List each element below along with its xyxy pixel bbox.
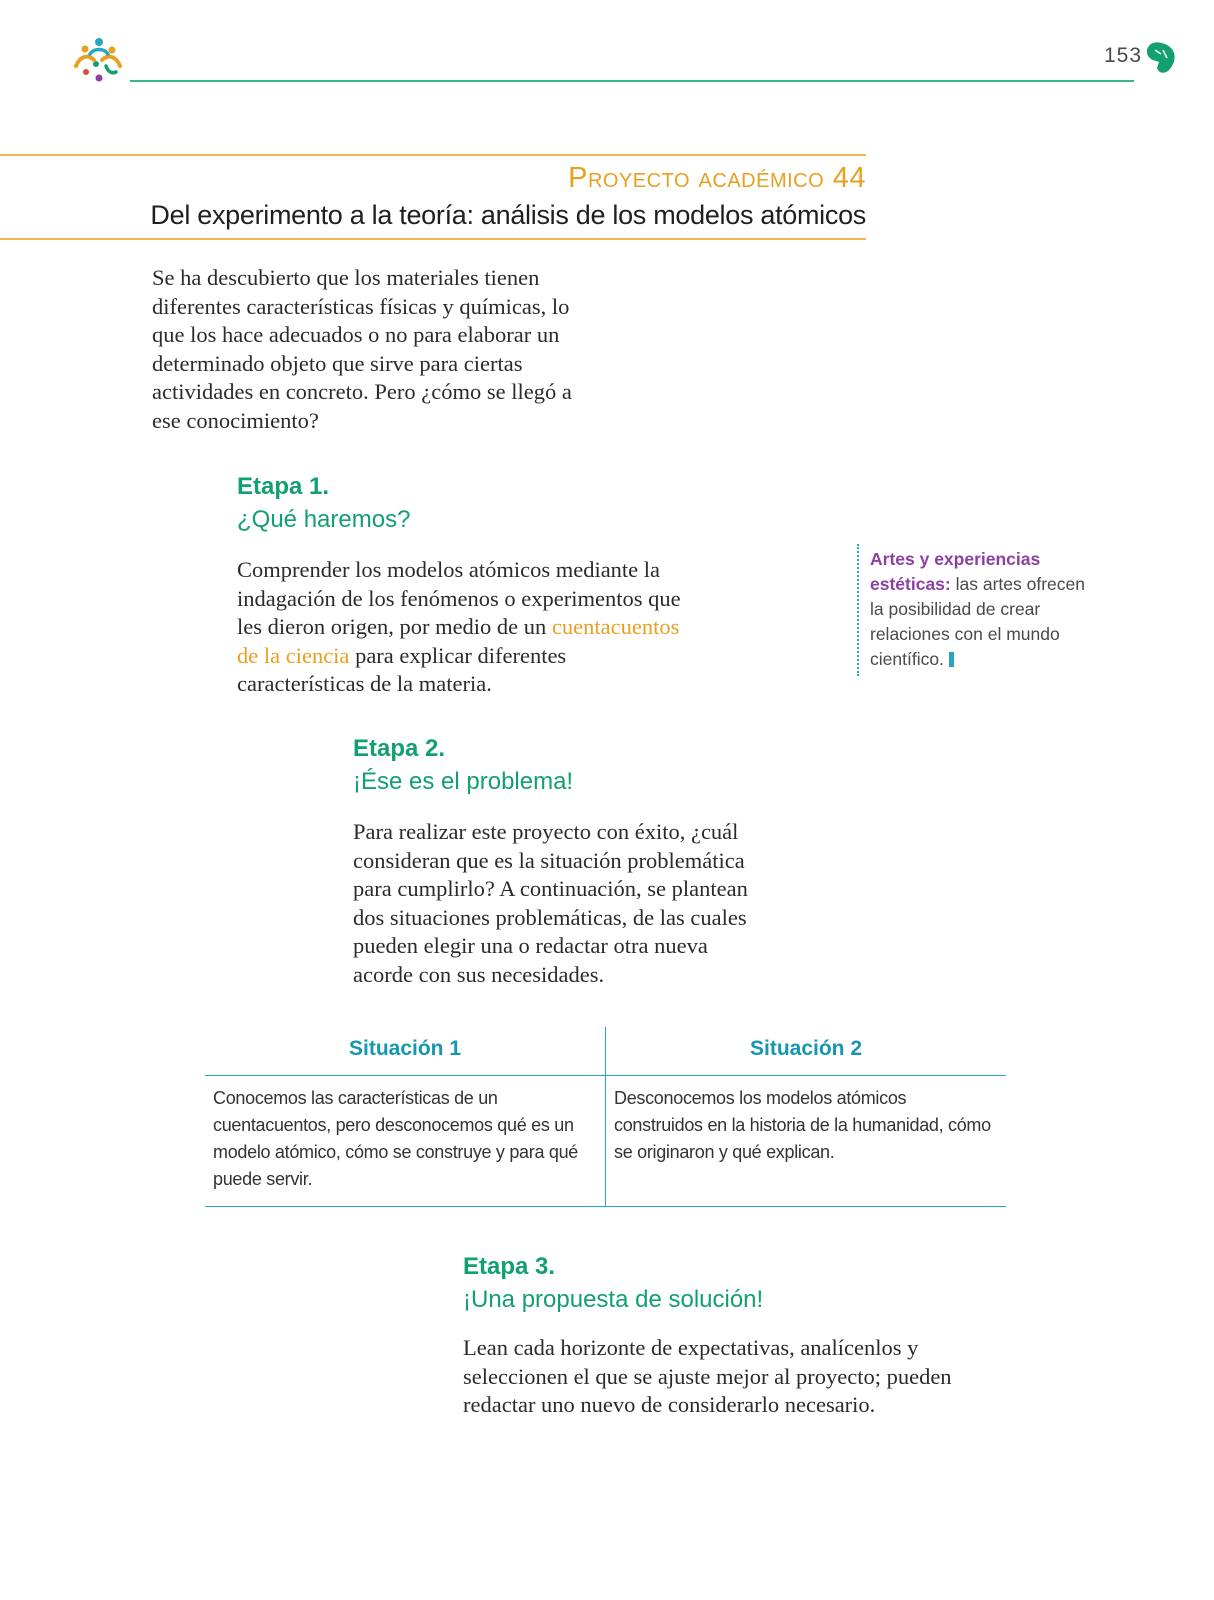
stage-1-text-after: para explicar diferentes características de la materia. [237,642,567,696]
situations-table [205,1027,1006,1207]
stage-3-label: Etapa 3. [463,1253,556,1280]
side-note [870,547,1100,672]
project-label: Proyecto académico 44 [568,162,866,194]
stage-1-heading [237,470,410,536]
page-number: 153 [1104,44,1143,67]
situation-1-title: Situación 1 [348,1037,462,1060]
stage-1-text-before: Comprender los modelos atómicos mediante la indagación de los fenómenos o experimentos que les dieron origen, por medio de un [237,557,681,639]
table-bottom-rule [205,1206,1006,1207]
situation-2-column [606,1027,1006,1207]
page-title: Del experimento a la teoría: análisis de los modelos atómicos [150,200,866,230]
cuentacuentos-link[interactable]: cuentacuentos de la ciencia [237,614,680,668]
stage-3-paragraph: Lean cada horizonte de expectativas, analícenlos y seleccionen el que se ajuste mejor al proyecto; pueden redactar uno nuevo de considerarlo necesario. [463,1335,952,1417]
side-note-title: Artes y experiencias estéticas: [870,549,1041,594]
stage-2-label: Etapa 2. [353,735,446,762]
stage-1-paragraph [237,556,687,699]
stage-3-heading [463,1250,763,1316]
stage-3-subtitle: ¡Una propuesta de solución! [463,1286,764,1313]
situation-1-column [205,1027,605,1207]
header-rule [130,80,1134,82]
table-header-rule [205,1075,1006,1076]
stage-2-heading [353,732,573,798]
green-leaf-mark-icon [1143,40,1177,76]
stage-2-paragraph: Para realizar este proyecto con éxito, ¿cuál consideran que es la situación problemática para cumplirlo? A continuación, se plantean dos situaciones problemáticas, de las cuales pueden elegir una o redactar otra nueva acorde con sus necesidades. [353,819,748,987]
situation-2-text: Desconocemos los modelos atómicos construidos en la historia de la humanidad, cómo se originaron y qué explican. [614,1088,991,1162]
stage-1-subtitle: ¿Qué haremos? [237,506,411,533]
stage-1-label: Etapa 1. [237,473,330,500]
community-figures-logo-icon [72,36,124,84]
side-note-rule [857,544,859,676]
title-bottom-rule [0,238,866,240]
situation-2-title: Situación 2 [749,1037,863,1060]
stage-2-subtitle: ¡Ése es el problema! [353,768,574,795]
side-note-text: las artes ofrecen la posibilidad de crear relaciones con el mundo científico. [870,574,1085,669]
end-mark-icon [949,652,954,667]
intro-paragraph: Se ha descubierto que los materiales tienen diferentes características físicas y químicas, lo que los hace adecuados o no para elaborar un determinado objeto que sirve para ciertas actividades en concreto. Pero ¿cómo se llegó a ese conocimiento? [152,265,572,433]
title-top-rule [0,154,866,156]
situation-1-text: Conocemos las características de un cuentacuentos, pero desconocemos qué es un modelo atómico, cómo se construye y para qué puede servir. [213,1088,578,1189]
